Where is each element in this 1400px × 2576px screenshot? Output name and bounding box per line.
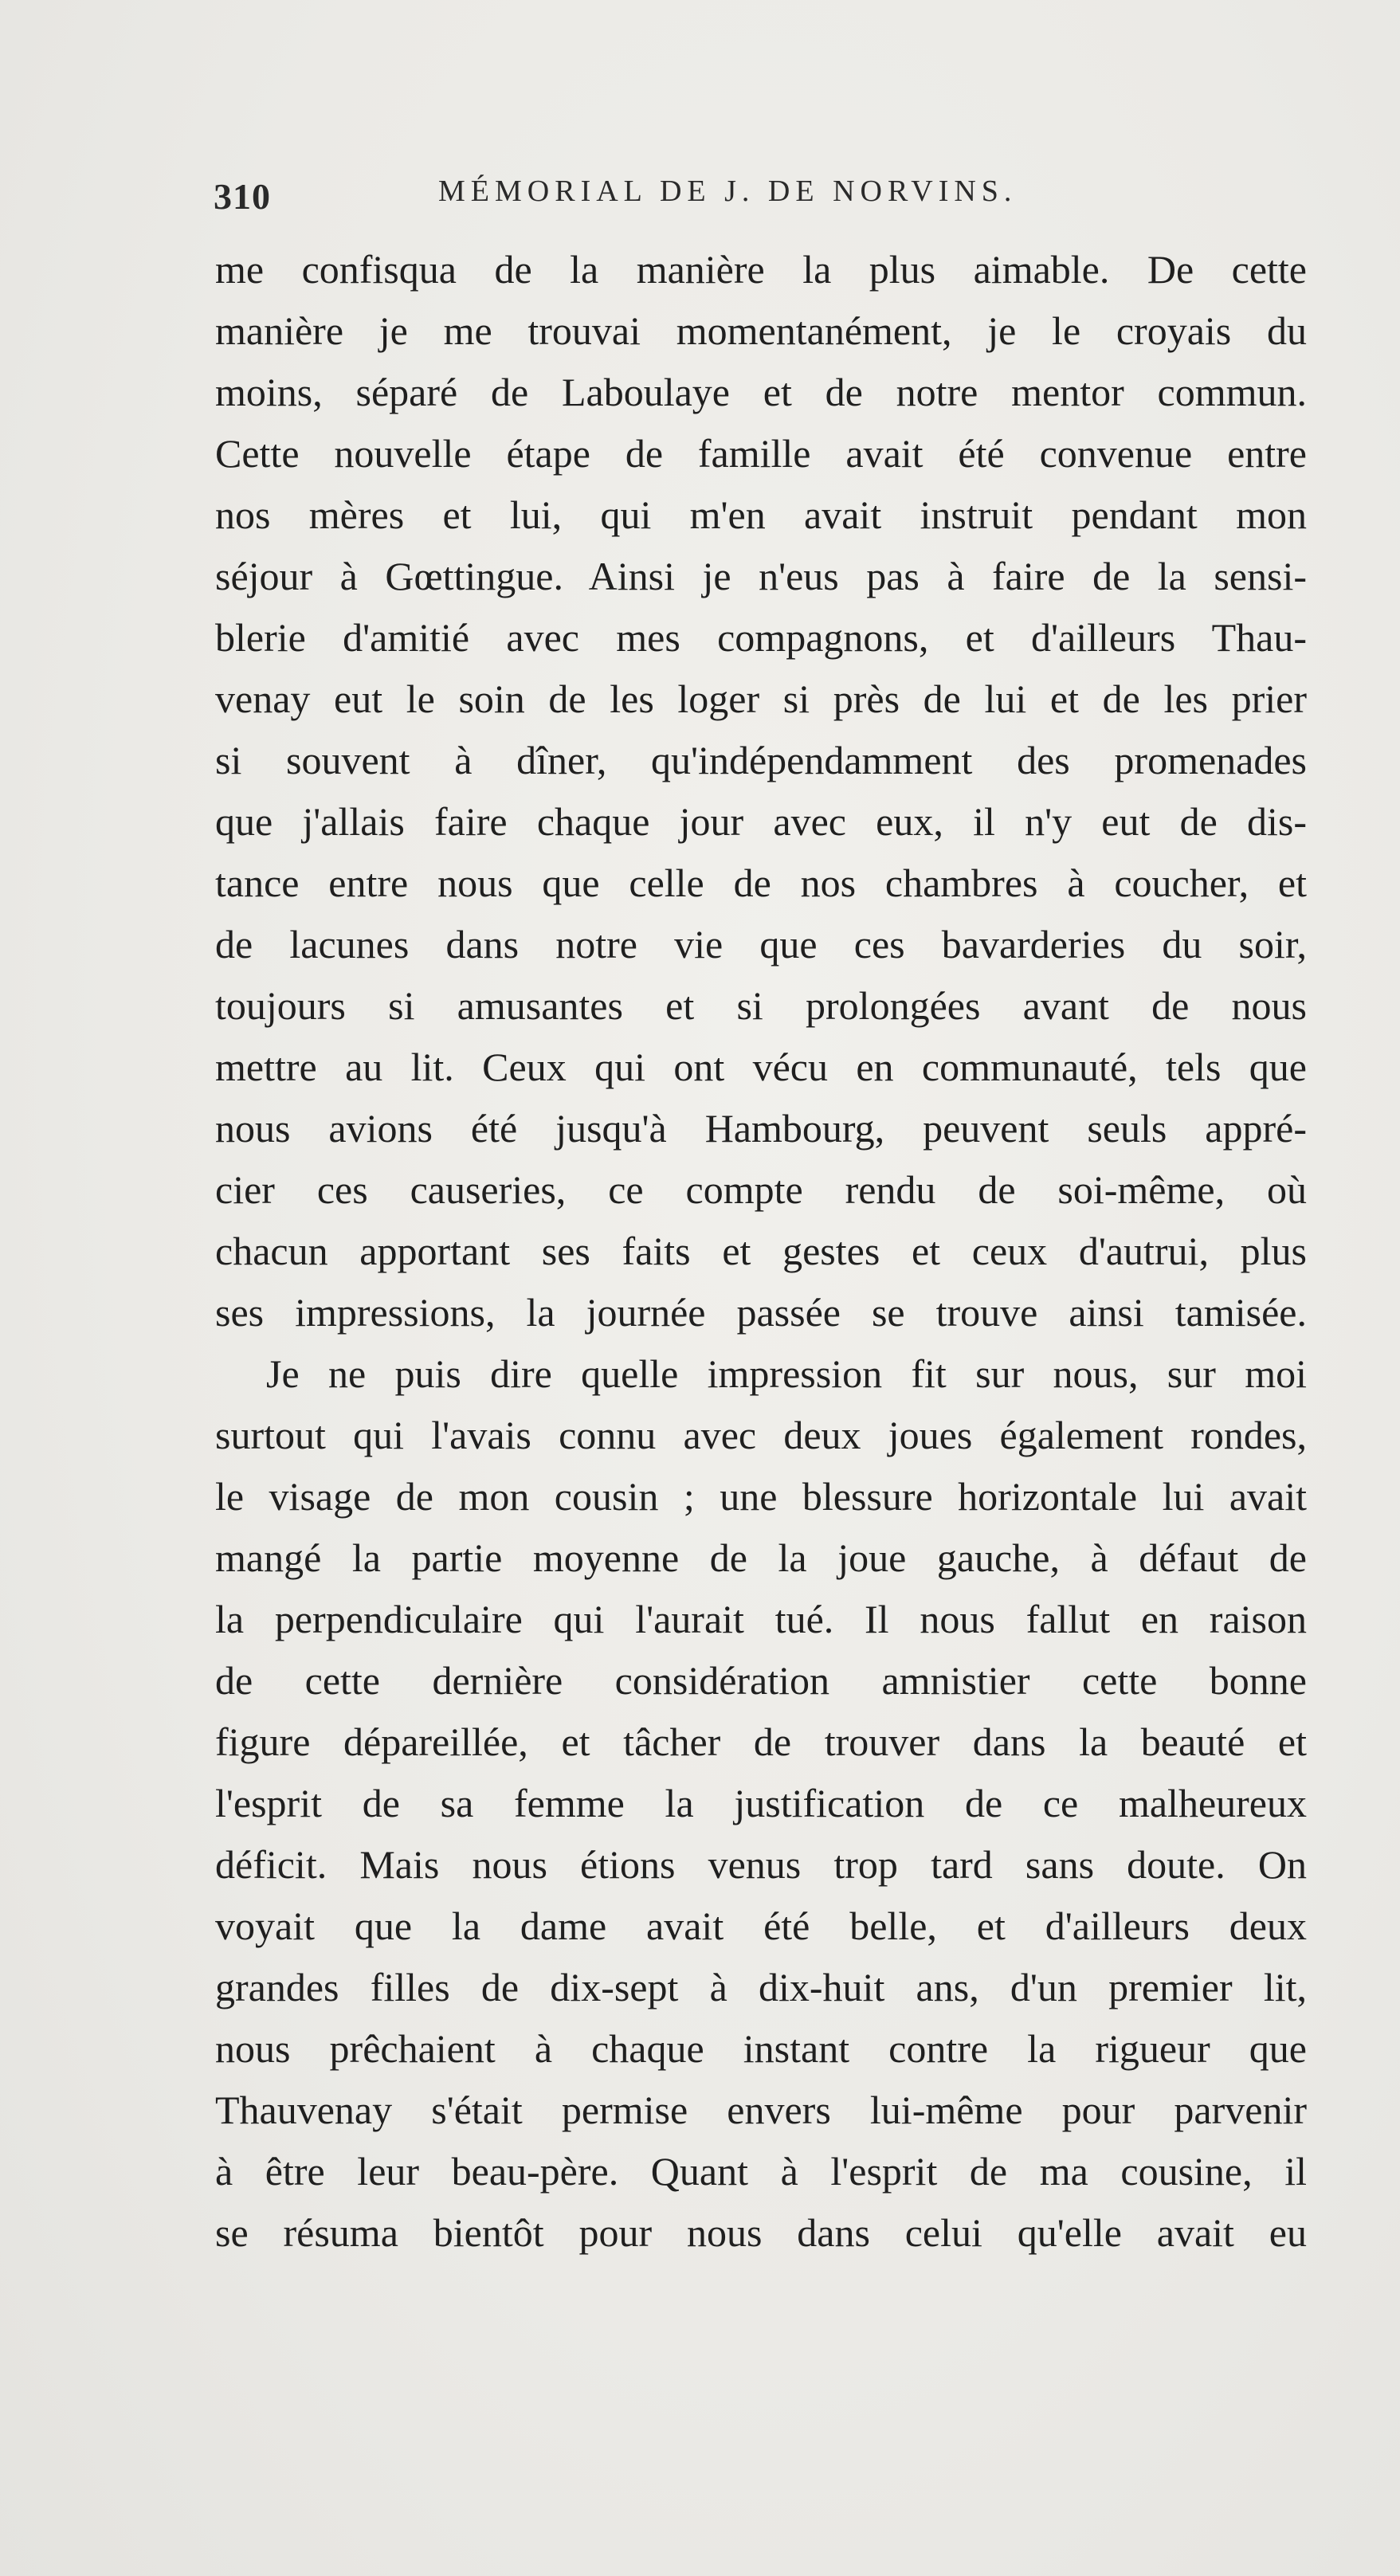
text-line: blerie d'amitié avec mes compagnons, et d'ailleurs Thau- — [215, 615, 1307, 660]
text-line: de cette dernière considération amnistier cette bonne — [215, 1658, 1307, 1703]
text-line: déficit. Mais nous étions venus trop tard sans doute. On — [215, 1842, 1307, 1887]
text-line: que j'allais faire chaque jour avec eux, il n'y eut de dis- — [215, 799, 1307, 844]
text-line: grandes filles de dix-sept à dix-huit ans, d'un premier lit, — [215, 1965, 1307, 2009]
text-line: chacun apportant ses faits et gestes et ceux d'autrui, plus — [215, 1229, 1307, 1273]
text-line: me confisqua de la manière la plus aimable. De cette — [215, 247, 1307, 292]
page-number: 310 — [214, 176, 271, 217]
text-line: surtout qui l'avais connu avec deux joues également rondes, — [215, 1413, 1307, 1457]
text-line: moins, séparé de Laboulaye et de notre mentor commun. — [215, 370, 1307, 414]
text-line: tance entre nous que celle de nos chambres à coucher, et — [215, 861, 1307, 905]
text-line: l'esprit de sa femme la justification de ce malheureux — [215, 1781, 1307, 1825]
text-line: figure dépareillée, et tâcher de trouver dans la beauté et — [215, 1719, 1307, 1764]
text-line: toujours si amusantes et si prolongées avant de nous — [215, 983, 1307, 1028]
running-title: MÉMORIAL DE J. DE NORVINS. — [438, 174, 1018, 208]
text-line: cier ces causeries, ce compte rendu de soi-même, où — [215, 1167, 1307, 1212]
text-line: de lacunes dans notre vie que ces bavarderies du soir, — [215, 922, 1307, 966]
text-line: venay eut le soin de les loger si près de lui et de les prier — [215, 676, 1307, 721]
text-line: manière je me trouvai momentanément, je le croyais du — [215, 308, 1307, 353]
text-line: Cette nouvelle étape de famille avait été convenue entre — [215, 431, 1307, 476]
text-line: mettre au lit. Ceux qui ont vécu en communauté, tels que — [215, 1045, 1307, 1089]
text-line: mangé la partie moyenne de la joue gauche, à défaut de — [215, 1535, 1307, 1580]
text-line: se résuma bientôt pour nous dans celui qu'elle avait eu — [215, 2210, 1307, 2255]
text-line: ses impressions, la journée passée se trouve ainsi tamisée. — [215, 1290, 1307, 1335]
paragraph-2 — [215, 1343, 1307, 2264]
body-text — [215, 239, 1307, 2264]
text-line: Thauvenay s'était permise envers lui-même pour parvenir — [215, 2088, 1307, 2132]
text-line: si souvent à dîner, qu'indépendamment des promenades — [215, 738, 1307, 782]
text-line: voyait que la dame avait été belle, et d'ailleurs deux — [215, 1904, 1307, 1948]
text-line: le visage de mon cousin ; une blessure horizontale lui avait — [215, 1474, 1307, 1519]
text-line: nous avions été jusqu'à Hambourg, peuvent seuls appré- — [215, 1106, 1307, 1151]
text-line: nous prêchaient à chaque instant contre la rigueur que — [215, 2026, 1307, 2071]
page-header — [214, 169, 1082, 217]
text-line: nos mères et lui, qui m'en avait instruit pendant mon — [215, 492, 1307, 537]
paragraph-1 — [215, 239, 1307, 1343]
text-line: à être leur beau-père. Quant à l'esprit de ma cousine, il — [215, 2149, 1307, 2194]
text-line: Je ne puis dire quelle impression fit sur nous, sur moi — [266, 1351, 1307, 1396]
text-line: séjour à Gœttingue. Ainsi je n'eus pas à faire de la sensi- — [215, 554, 1307, 598]
text-line: la perpendiculaire qui l'aurait tué. Il nous fallut en raison — [215, 1597, 1307, 1641]
